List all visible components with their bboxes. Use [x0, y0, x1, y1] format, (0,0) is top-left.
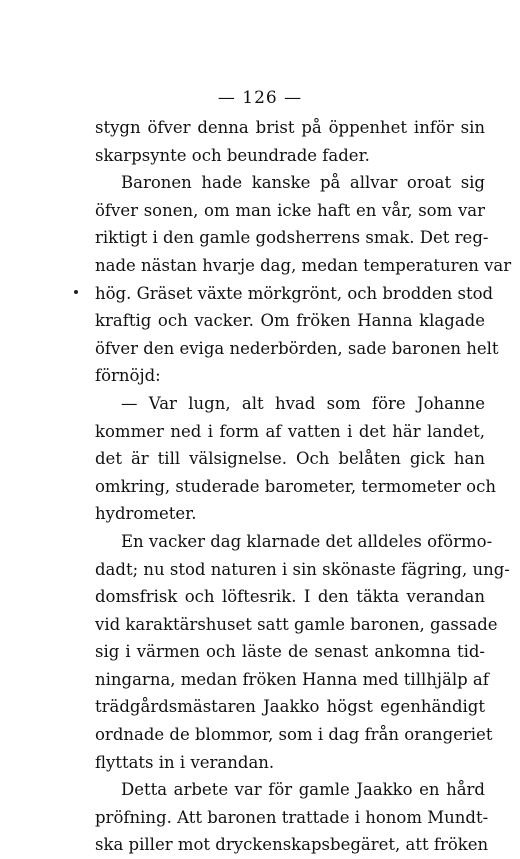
text-line: flyttats in i verandan. [95, 752, 275, 772]
text-line: kraftig och vacker. Om fröken Hanna klagade [95, 311, 485, 331]
text-line: dadt; nu stod naturen i sin skönaste fägring, ung- [95, 559, 510, 579]
text-line: öfver den eviga nederbörden, sade baronen helt [95, 338, 499, 358]
text-line: vid karaktärshuset satt gamle baronen, gassade [95, 614, 498, 634]
text-line: hydrometer. [95, 504, 197, 524]
text-line: trädgårdsmästaren Jaakko högst egenhändigt [95, 697, 485, 717]
text-line: kommer ned i form af vatten i det här landet, [95, 421, 485, 441]
text-line: Baronen hade kanske på allvar oroat sig [121, 173, 485, 193]
text-line: omkring, studerade barometer, termometer och [95, 476, 496, 496]
margin-speck [74, 290, 78, 294]
text-line: ordnade de blommor, som i dag från orangeriet [95, 725, 493, 745]
page-number: — 126 — [217, 88, 303, 108]
text-line: nade nästan hvarje dag, medan temperaturen var [95, 255, 512, 275]
text-line: domsfrisk och löftesrik. I den täkta verandan [95, 587, 485, 607]
text-line: öfver sonen, om man icke haft en vår, som var [95, 200, 485, 220]
text-line: stygn öfver denna brist på öppenhet inför sin [95, 118, 485, 137]
text-line: En vacker dag klarnade det alldeles oförmo- [121, 531, 493, 551]
text-line: det är till välsignelse. Och belåten gick han [95, 449, 485, 469]
text-line: riktigt i den gamle godsherrens smak. Det reg- [95, 228, 489, 248]
text-line: sig i värmen och läste de senast ankomna tid- [95, 642, 485, 662]
text-line: Detta arbete var för gamle Jaakko en hård [121, 780, 485, 800]
text-line: ska piller mot dryckenskapsbegäret, att fröken [95, 835, 489, 855]
text-line: — Var lugn, alt hvad som före Johanne [121, 393, 485, 413]
text-line: hög. Gräset växte mörkgrönt, och brodden stod [95, 283, 494, 303]
body-text [95, 114, 512, 859]
text-line: ningarna, medan fröken Hanna med tillhjälp af [95, 669, 489, 689]
text-line: skarpsynte och beundrade fader. [95, 145, 370, 165]
text-line: pröfning. Att baronen trattade i honom Mundt- [95, 807, 489, 827]
text-line: förnöjd: [95, 366, 161, 386]
